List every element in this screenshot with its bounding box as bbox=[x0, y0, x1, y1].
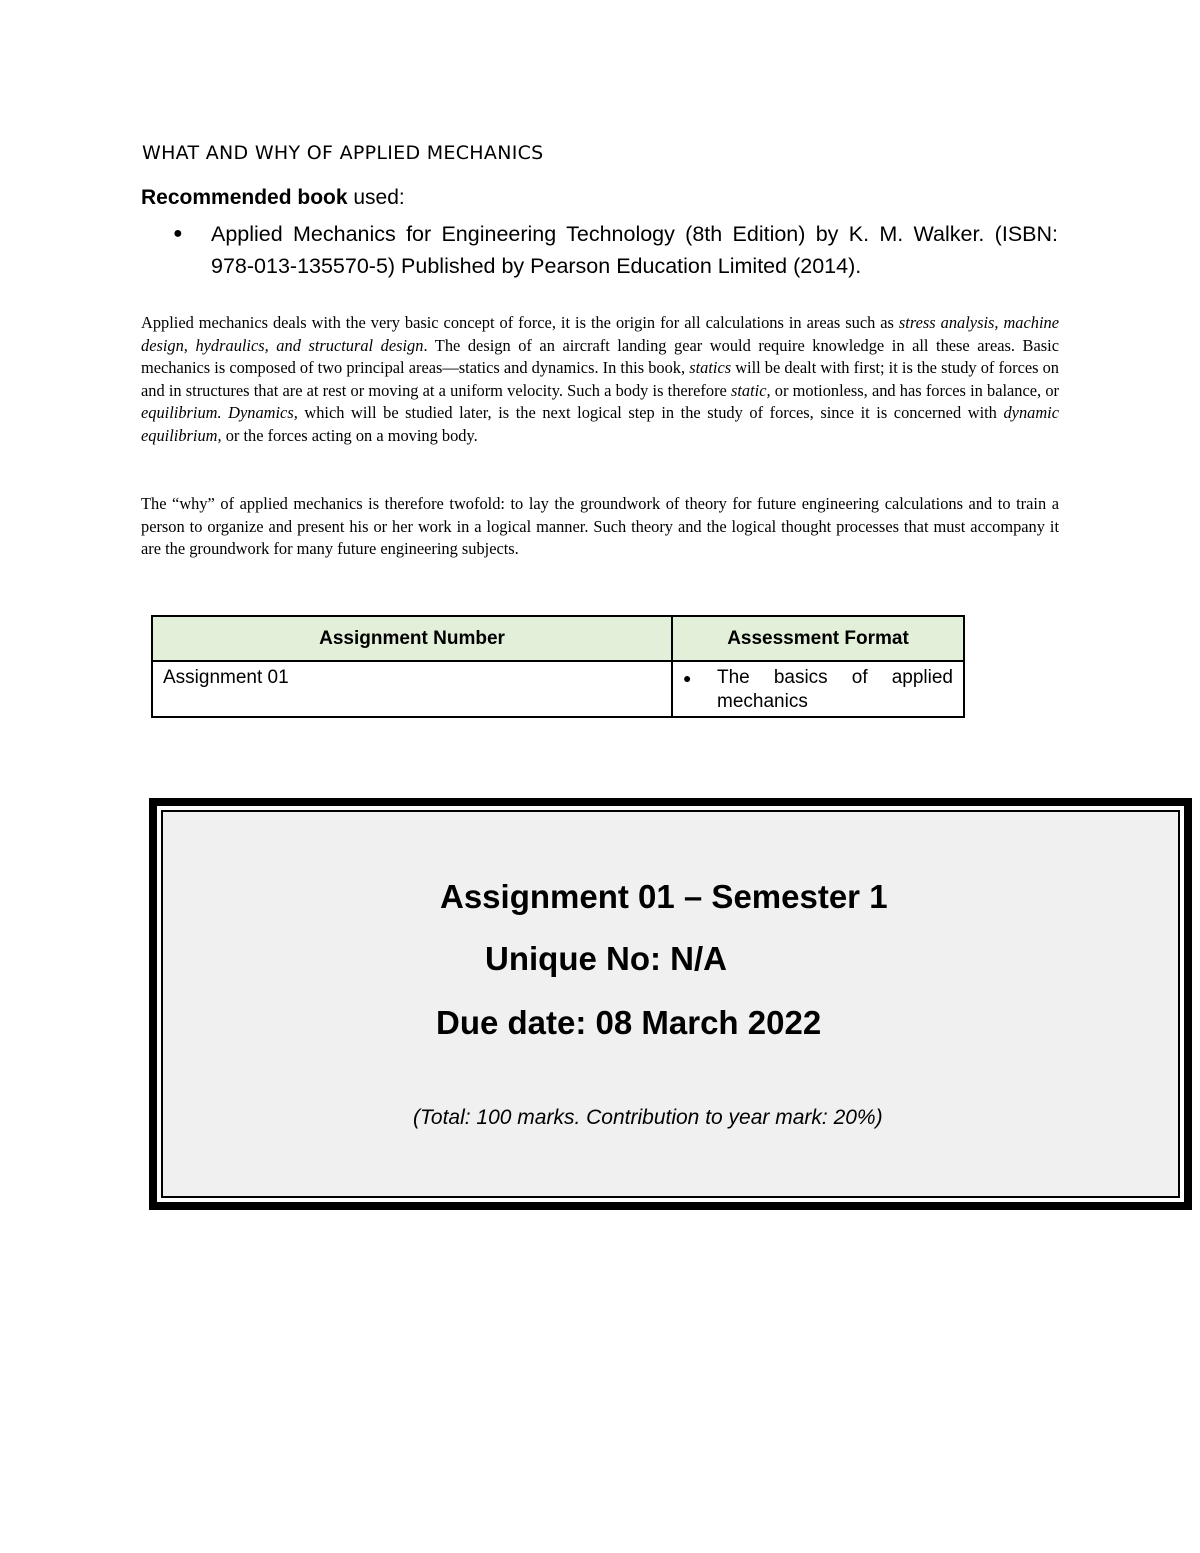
assignment-info-box-inner bbox=[161, 810, 1180, 1198]
text-run: . The design of an aircraft landing gear would require knowledge in all these areas. Basic mechanics is composed of two principal areas—statics and dynamics. In this book, bbox=[141, 335, 1059, 378]
assignment-title: Assignment 01 – Semester 1 bbox=[440, 878, 888, 915]
emphasis: static, bbox=[731, 380, 771, 400]
emphasis: stress analysis, machine design, hydraulics, and structural design bbox=[141, 313, 1059, 355]
table-header-row bbox=[152, 616, 964, 661]
assessment-format-cell bbox=[672, 661, 964, 717]
section-heading: WHAT AND WHY OF APPLIED MECHANICS bbox=[142, 142, 544, 164]
assessment-format-text: The basics of applied mechanics bbox=[717, 667, 953, 712]
assignment-info-box bbox=[149, 798, 1192, 1210]
emphasis: statics bbox=[689, 358, 732, 378]
recommended-book-label bbox=[141, 186, 405, 210]
emphasis: equilibrium. Dynamics, bbox=[141, 403, 298, 423]
table-row bbox=[152, 661, 964, 717]
emphasis: dynamic equilibrium, bbox=[141, 403, 1059, 445]
recommended-book-label-bold: Recommended book bbox=[141, 186, 348, 209]
text-run: or motionless, and has forces in balance, or bbox=[770, 380, 1059, 400]
text-run: will be dealt with first; it is the study of forces on and in structures that are at rest or moving at a uniform velocity. Such a body is therefore bbox=[141, 358, 1059, 400]
unique-number: Unique No: N/A bbox=[485, 940, 727, 977]
assignment-number-cell: Assignment 01 bbox=[152, 661, 672, 717]
book-reference: Applied Mechanics for Engineering Technology (8th Edition) by K. M. Walker. (ISBN: 978-013-135570-5) Published by Pearson Education Limited (2014). bbox=[211, 222, 1058, 278]
due-date: Due date: 08 March 2022 bbox=[436, 1004, 822, 1041]
text-run: which will be studied later, is the next logical step in the study of forces, since it is concerned with bbox=[297, 403, 1004, 423]
marks-contribution: (Total: 100 marks. Contribution to year mark: 20%) bbox=[413, 1106, 883, 1129]
text-run: or the forces acting on a moving body. bbox=[221, 425, 478, 445]
why-paragraph: The “why” of applied mechanics is therefore twofold: to lay the groundwork of theory for future engineering calculations and to train a person to organize and present his or her work in a logical manner. Such theory and the logical thought processes that must accompany it are the groundwork for many future engineering subjects. bbox=[141, 494, 1059, 559]
header-assignment-number: Assignment Number bbox=[152, 616, 672, 661]
intro-paragraph bbox=[141, 312, 1059, 448]
assessment-table bbox=[151, 615, 965, 718]
recommended-book-label-rest: used: bbox=[347, 186, 405, 209]
list-item bbox=[173, 218, 1058, 282]
header-assessment-format: Assessment Format bbox=[672, 616, 964, 661]
bullet-icon: ● bbox=[683, 670, 692, 686]
book-list bbox=[173, 218, 1058, 282]
bullet-icon: ● bbox=[173, 225, 183, 242]
text-run: Applied mechanics deals with the very basic concept of force, it is the origin for all calculations in areas such as bbox=[141, 313, 899, 332]
